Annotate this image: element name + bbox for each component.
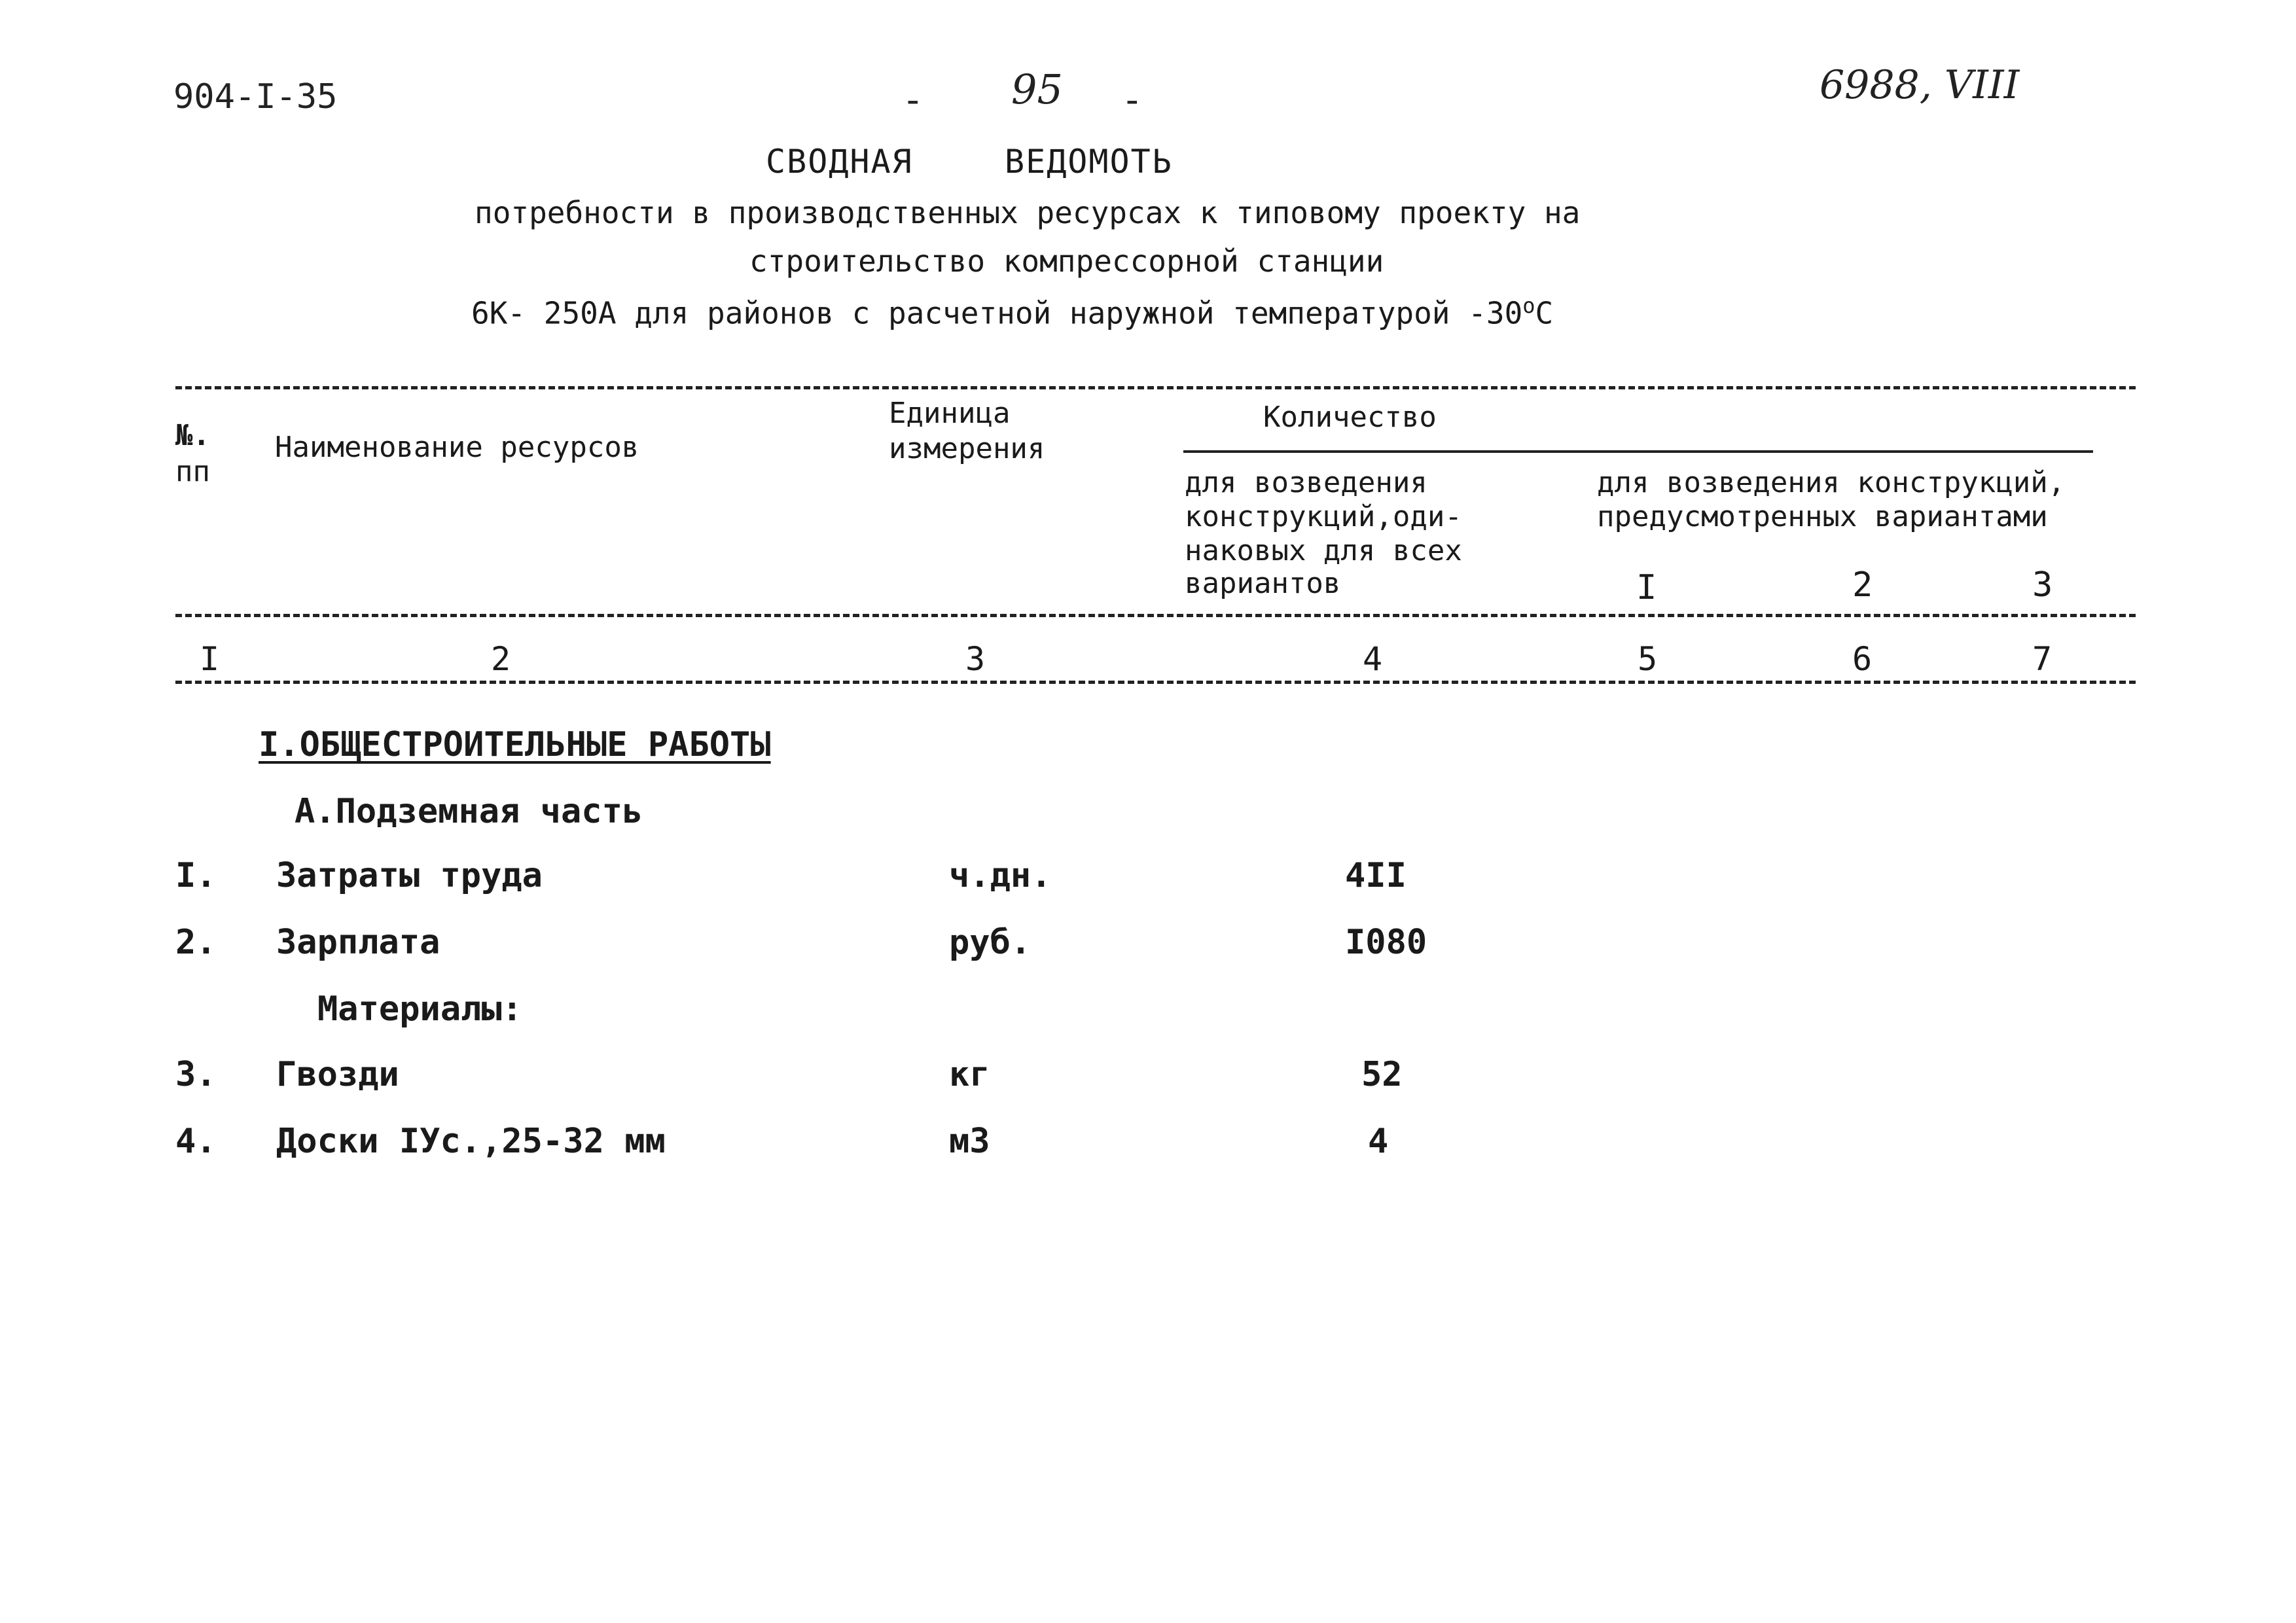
header-variant-1: I	[1636, 568, 1657, 607]
table-top-rule	[175, 386, 2136, 389]
quantity-rule	[1183, 450, 2093, 453]
header-common-2: конструкций,оди-	[1185, 500, 1462, 533]
header-no-2: пп	[175, 455, 210, 488]
column-number-6: 6	[1852, 640, 1873, 678]
column-number-5: 5	[1638, 640, 1658, 678]
row-2-number: 2.	[175, 923, 217, 962]
column-number-2: 2	[491, 640, 511, 678]
section-title-text: I.ОБЩЕСТРОИТЕЛЬНЫЕ РАБОТЫ	[259, 725, 771, 764]
row-1-quantity: 4II	[1345, 856, 1407, 895]
header-unit-1: Единица	[889, 397, 1011, 430]
row-4-name: Доски IУс.,25-32 мм	[276, 1122, 666, 1161]
column-number-4: 4	[1363, 640, 1383, 678]
header-no-1: №.	[175, 419, 210, 452]
column-numbers-rule	[175, 681, 2136, 684]
title-line-3: строительство компрессорной станции	[749, 243, 1384, 279]
row-4-number: 4.	[175, 1122, 217, 1161]
header-common-1: для возведения	[1185, 466, 1427, 499]
materials-label: Материалы:	[317, 990, 523, 1029]
row-2-quantity: I080	[1345, 923, 1427, 962]
page-number: 95	[1011, 65, 1063, 113]
row-1-name: Затраты труда	[276, 856, 543, 895]
doc-code: 904-I-35	[173, 77, 338, 116]
page-dash-left: -	[906, 77, 920, 122]
header-unit-2: измерения	[889, 432, 1045, 465]
page-dash-right: -	[1126, 77, 1139, 122]
row-4-unit: м3	[949, 1122, 990, 1161]
header-name: Наименование ресурсов	[275, 431, 639, 464]
title-line-4-main: 6К- 250А для районов с расчетной наружной температурой -30	[471, 295, 1523, 331]
header-variant-2: 2	[1852, 565, 1873, 605]
header-common-3: наковых для всех	[1185, 534, 1462, 567]
column-number-3: 3	[965, 640, 986, 678]
column-number-1: I	[200, 640, 220, 678]
header-variants-1: для возведения конструкций,	[1597, 466, 2066, 499]
title-word-1: СВОДНАЯ	[766, 143, 913, 181]
row-4-quantity: 4	[1368, 1122, 1389, 1161]
title-line-4	[471, 293, 1553, 330]
header-variant-3: 3	[2032, 565, 2053, 605]
header-quantity: Количество	[1263, 401, 1437, 434]
row-1-unit: ч.дн.	[949, 856, 1052, 895]
row-2-unit: руб.	[949, 923, 1031, 962]
row-3-number: 3.	[175, 1055, 217, 1094]
degree-sign: о	[1522, 293, 1535, 318]
archive-mark: 6988, VIII	[1820, 62, 2020, 108]
section-title	[259, 725, 771, 764]
row-3-quantity: 52	[1361, 1055, 1403, 1094]
title-line-4-unit: С	[1535, 295, 1554, 331]
subsection-title: А.Подземная часть	[295, 792, 643, 831]
header-common-4: вариантов	[1185, 567, 1341, 600]
row-2-name: Зарплата	[276, 923, 440, 962]
title-word-2: ВЕДОМОТЬ	[1005, 143, 1173, 181]
title-line-2: потребности в производственных ресурсах к типовому проекту на	[475, 195, 1581, 230]
row-3-name: Гвозди	[276, 1055, 399, 1094]
row-1-number: I.	[175, 856, 217, 895]
header-variants-2: предусмотренных вариантами	[1597, 500, 2048, 533]
column-number-7: 7	[2032, 640, 2053, 678]
row-3-unit: кг	[949, 1055, 990, 1094]
header-bottom-rule	[175, 614, 2136, 617]
